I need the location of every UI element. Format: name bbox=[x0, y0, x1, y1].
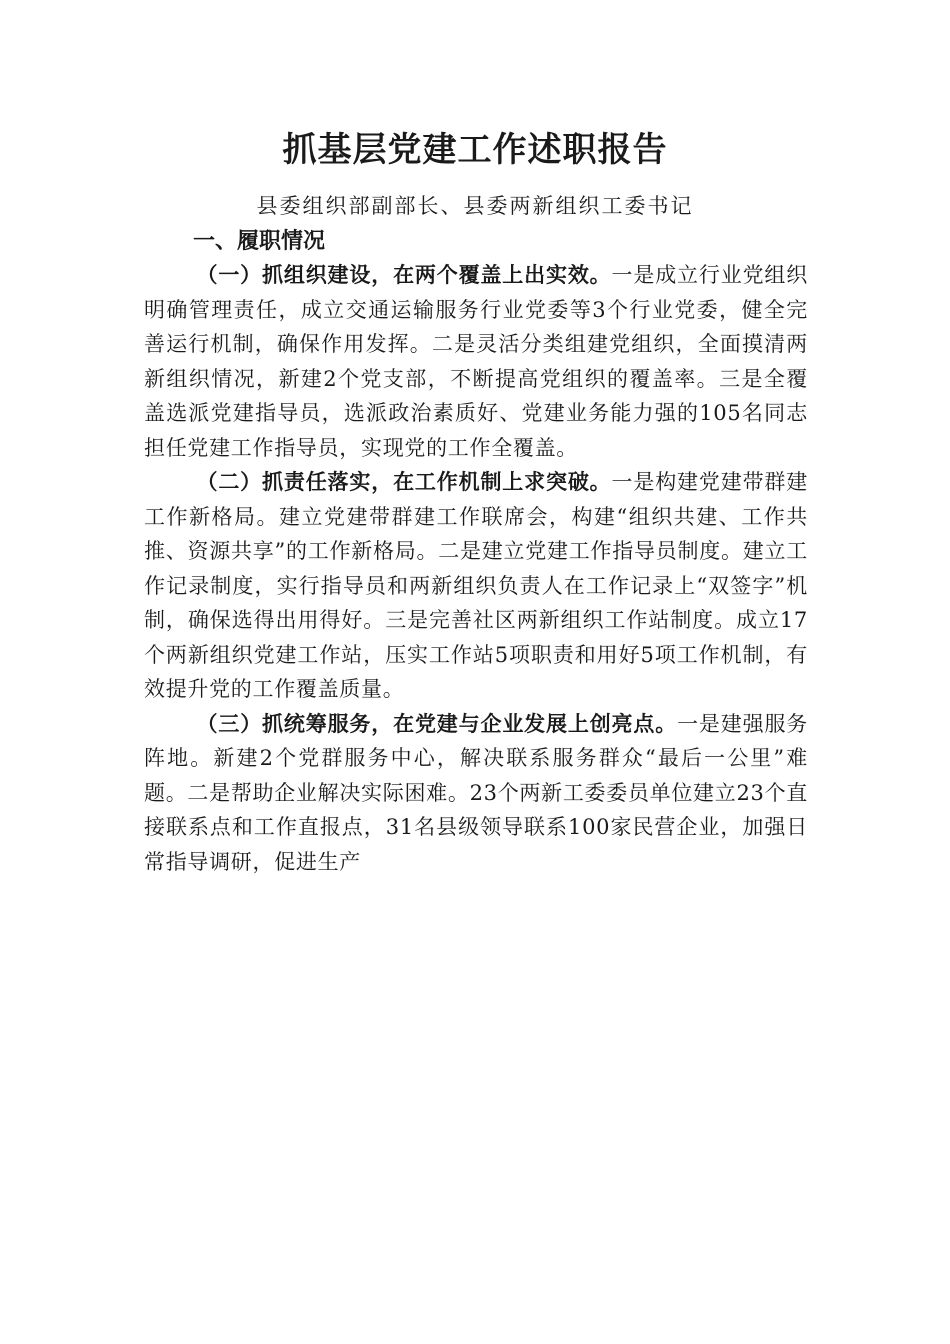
paragraph-lead: （三）抓统筹服务，在党建与企业发展上创亮点。 bbox=[196, 711, 678, 736]
paragraph-service bbox=[144, 707, 808, 880]
document-body bbox=[144, 258, 808, 879]
document-title: 抓基层党建工作述职报告 bbox=[282, 130, 668, 170]
paragraph-responsibility bbox=[144, 465, 808, 707]
paragraph-text: 一是构建党建带群建工作新格局。建立党建带群建工作联席会，构建“组织共建、工作共推、资源共享”的工作新格局。二是建立党建工作指导员制度。建立工作记录制度，实行指导员和两新组织负责人在工作记录上“双签字”机制，确保选得出用得好。三是完善社区两新组织工作站制度。成立17个两新组织党建工作站，压实工作站5项职责和用好5项工作机制，有效提升党的工作覆盖质量。 bbox=[144, 470, 808, 701]
paragraph-text: 一是建强服务阵地。新建2个党群服务中心，解决联系服务群众“最后一公里”难题。二是帮助企业解决实际困难。23个两新工委委员单位建立23个直接联系点和工作直报点，31名县级领导联系100家民营企业，加强日常指导调研，促进生产 bbox=[144, 711, 808, 874]
paragraph-text: 一是成立行业党组织明确管理责任，成立交通运输服务行业党委等3个行业党委，健全完善运行机制，确保作用发挥。二是灵活分类组建党组织，全面摸清两新组织情况，新建2个党支部，不断提高党组织的覆盖率。三是全覆盖选派党建指导员，选派政治素质好、党建业务能力强的105名同志担任党建工作指导员，实现党的工作全覆盖。 bbox=[144, 263, 808, 460]
paragraph-lead: （二）抓责任落实，在工作机制上求突破。 bbox=[196, 470, 612, 494]
paragraph-organization bbox=[144, 258, 808, 465]
paragraph-lead: （一）抓组织建设，在两个覆盖上出实效。 bbox=[196, 263, 612, 287]
document-subtitle: 县委组织部副部长、县委两新组织工委书记 bbox=[256, 194, 694, 218]
section-heading: 一、履职情况 bbox=[193, 229, 326, 254]
